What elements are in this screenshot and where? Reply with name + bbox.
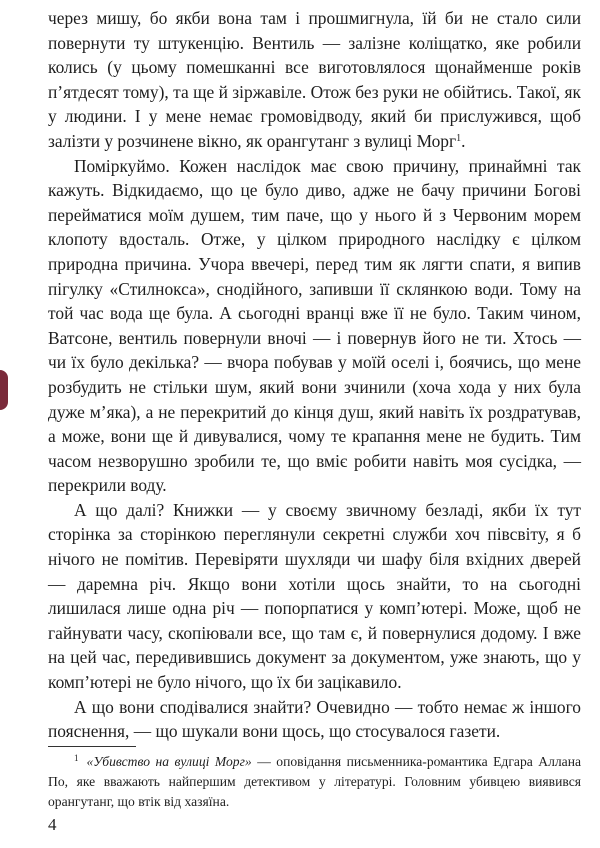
footnote-divider: [48, 746, 136, 747]
footnote-reference[interactable]: 1: [456, 132, 462, 144]
footnote-text: — оповідання письменника-романтика Едгара Аллана По, яке вважають найпершим детективом у літературі. Головним убивцею виявився орангутанг, що втік від хазяїна.: [48, 754, 581, 809]
page-number: 4: [48, 815, 57, 834]
paragraph-4: А що вони сподівалися знайти? Очевидно — тобто немає ж іншого пояснення, — що шукали вони щось, що стосувалося газети.: [48, 696, 581, 742]
footnote: [48, 752, 581, 812]
footnote-marker: 1: [74, 753, 79, 763]
paragraph-2: Поміркуймо. Кожен наслідок має свою причину, принаймні так кажуть. Відкидаємо, що це було диво, адже не бачу причини Богові перейматися моїм душем, тим паче, що у нього й з Червоним морем клопоту вдосталь. Отже, у цілком природного наслідку є цілком природна причина. Учора ввечері, перед тим як лягти спати, я випив пігулку «Стилнокса», снодійного, запивши її склянкою води. Тому на той час вода ще була. А сьогодні вранці вже її не було. Таким чином, Ватсоне, вентиль повернули вночі — і повернув його не ти. Хтось — чи їх було декілька? — вчора побував у моїй оселі і, боячись, що мене розбудить не стільки шум, який вони зчинили (хоча хода у них була дуже м’яка), а не перекритий до кінця душ, який навіть їх роздратував, а може, вони ще й дивувалися, чому те крапання мене не будить. Тим часом незворушно зробили те, що вміє робити навіть моя сусідка, — перекрили воду.: [48, 155, 581, 496]
footnote-title: «Убивство на вулиці Морг»: [86, 754, 252, 769]
edge-bookmark-tab: [0, 370, 8, 410]
paragraph-1: [48, 6, 581, 154]
paragraph-1-tail: .: [461, 130, 466, 151]
page-body: [48, 6, 581, 744]
paragraph-1-text: через мишу, бо якби вона там і прошмигнула, їй би не стало сили повернути ту штукенцію. Вентиль — залізне коліщатко, яке робили колись (у цьому помешканні все виготовлялося щонайменше років п’ятдесят тому), та ще й зіржавіле. Отож без руки не обійтись. Такої, як у людини. І у мене немає громовідводу, який би прислужився, щоб залізти у розчинене вікно, як орангутанг з вулиці Морг: [48, 8, 581, 151]
paragraph-3: А що далі? Книжки — у своєму звичному безладі, якби їх тут сторінка за сторінкою переглянули секретні служби хоч півсвіту, я б нічого не помітив. Перевіряти шухляди чи шафу біля вхідних дверей — даремна річ. Якщо вони хотіли щось знайти, то на сьогодні лишилася лише одна річ — попорпатися у комп’ютері. Може, щоб не гайнувати часу, скопіювали все, що там є, й повернулися додому. І вже на цей час, передивившись документ за документом, уже знають, що у комп’ютері не було нічого, що їх би зацікавило.: [48, 499, 581, 693]
